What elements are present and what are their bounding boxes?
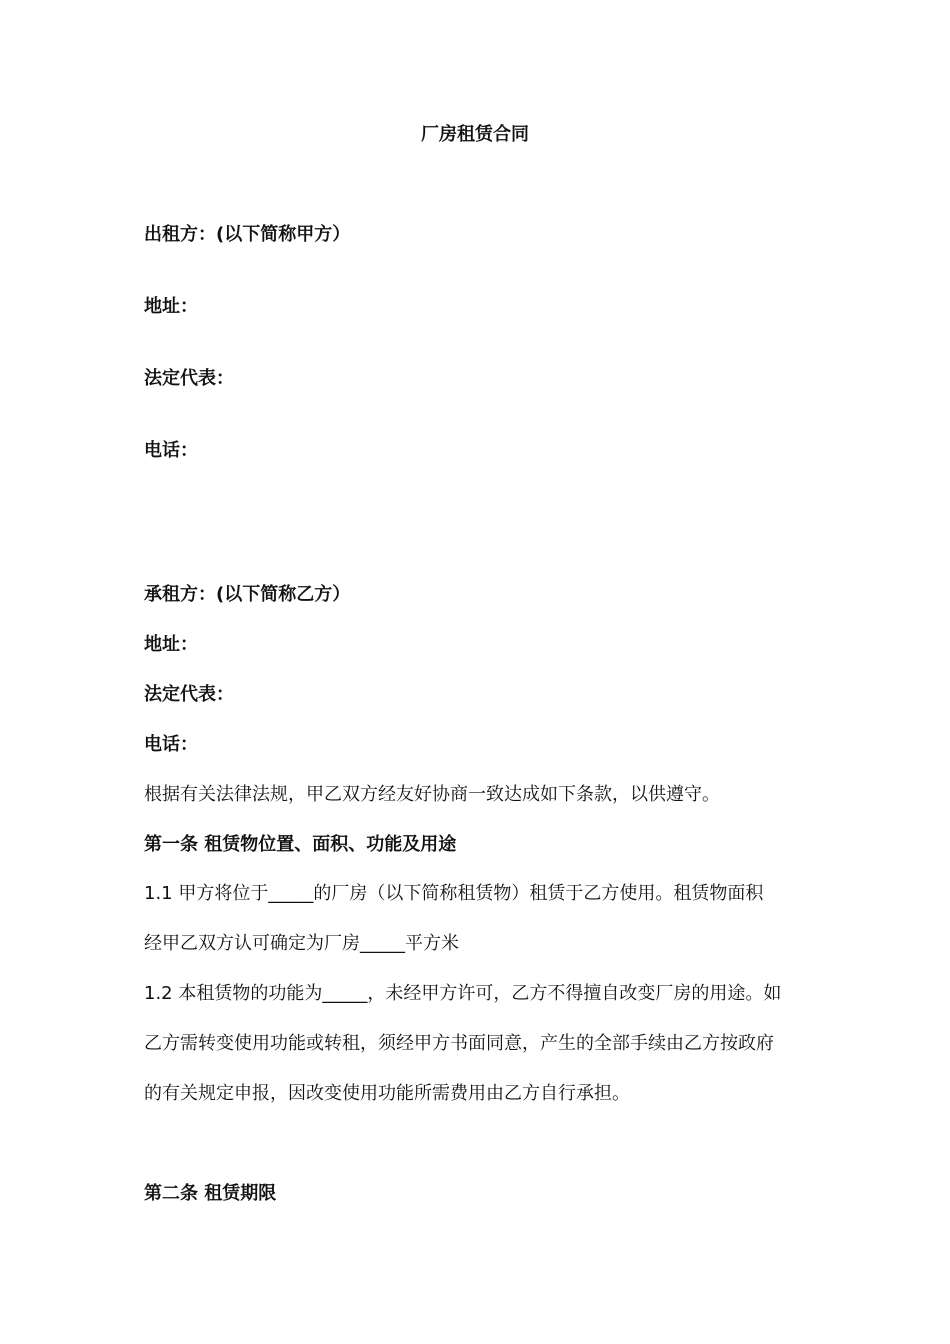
article-2-heading: 第二条 租赁期限 bbox=[144, 1183, 277, 1204]
article-1-heading: 第一条 租赁物位置、面积、功能及用途 bbox=[144, 834, 457, 855]
lessee-address-label: 地址： bbox=[144, 634, 198, 655]
lessee-heading: 承租方：(以下简称乙方） bbox=[144, 584, 351, 605]
clause-1-1-line: 经甲乙双方认可确定为厂房_____平方米 bbox=[144, 933, 459, 954]
document-title: 厂房租赁合同 bbox=[421, 124, 529, 145]
clause-1-2-line: 的有关规定申报，因改变使用功能所需费用由乙方自行承担。 bbox=[144, 1083, 630, 1104]
lessee-legal-rep-label: 法定代表： bbox=[144, 684, 234, 705]
lessor-phone-label: 电话： bbox=[144, 440, 198, 461]
lessor-legal-rep-label: 法定代表： bbox=[144, 368, 234, 389]
clause-1-2-line: 乙方需转变使用功能或转租，须经甲方书面同意，产生的全部手续由乙方按政府 bbox=[144, 1033, 774, 1054]
clause-1-1-line: 1.1 甲方将位于_____的厂房（以下简称租赁物）租赁于乙方使用。租赁物面积 bbox=[144, 883, 764, 904]
lessor-address-label: 地址： bbox=[144, 296, 198, 317]
lessee-phone-label: 电话： bbox=[144, 734, 198, 755]
lessor-heading: 出租方：(以下简称甲方） bbox=[144, 224, 351, 245]
preamble-paragraph: 根据有关法律法规，甲乙双方经友好协商一致达成如下条款，以供遵守。 bbox=[144, 784, 720, 805]
clause-1-2-line: 1.2 本租赁物的功能为_____，未经甲方许可，乙方不得擅自改变厂房的用途。如 bbox=[144, 983, 782, 1004]
